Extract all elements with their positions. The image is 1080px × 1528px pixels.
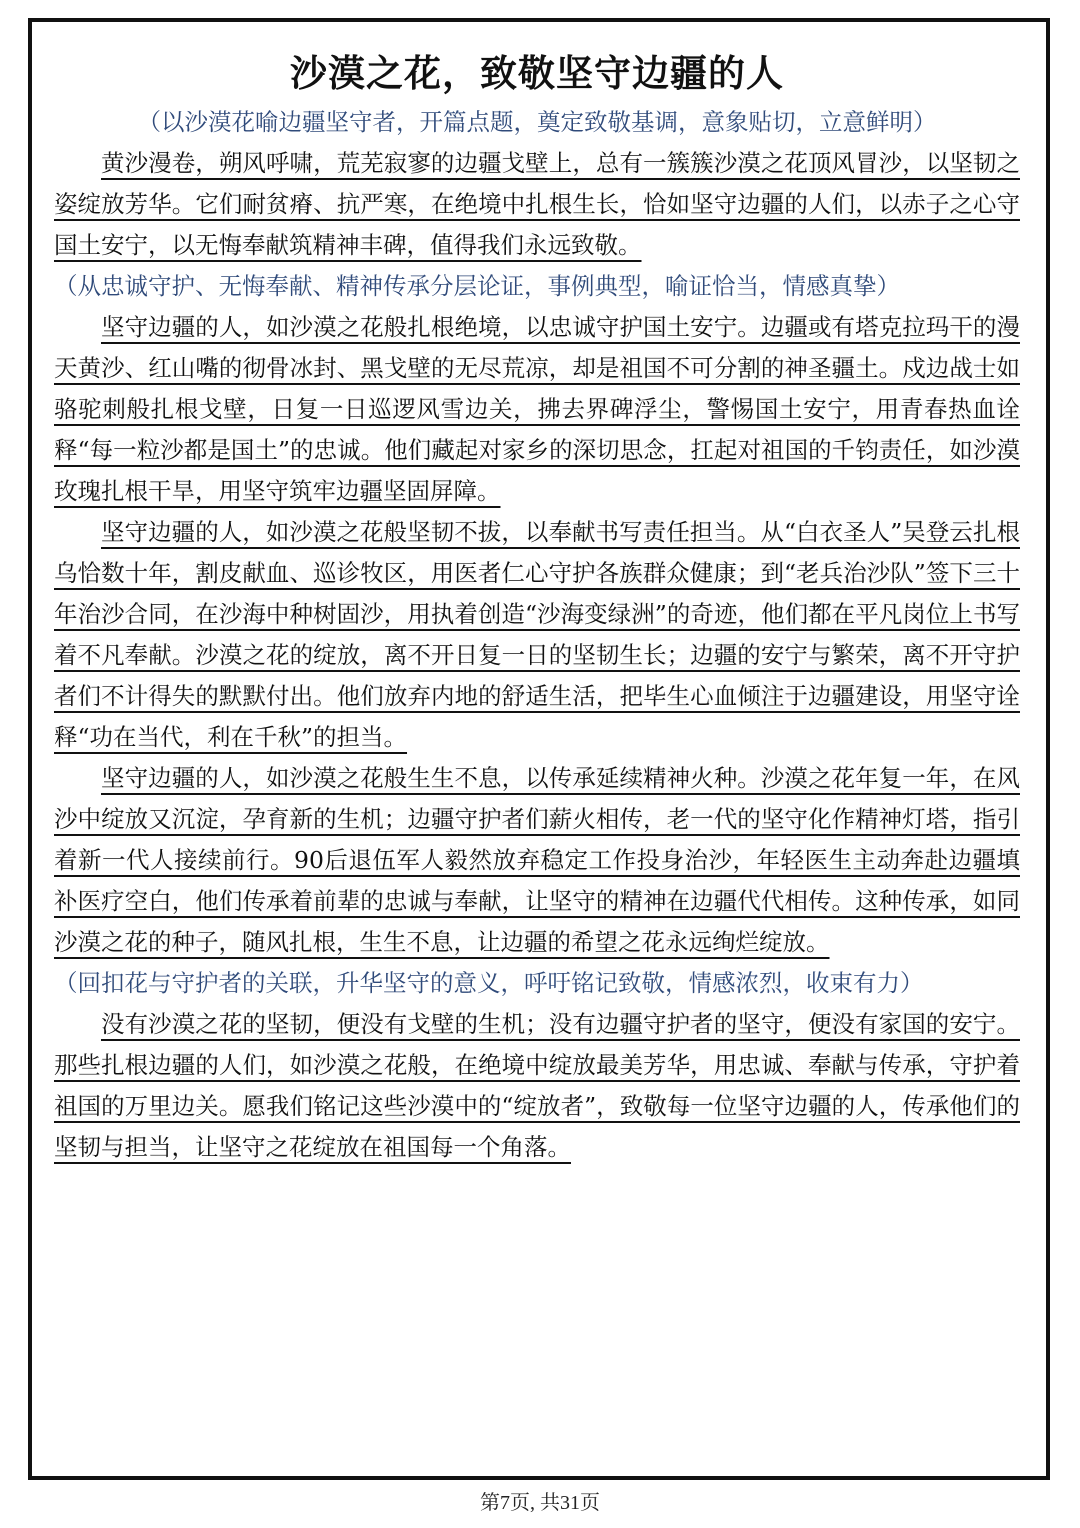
essay-body: [54, 50, 1020, 1168]
paragraph-intro: [54, 143, 1020, 266]
paragraph-text: 没有沙漠之花的坚韧，便没有戈壁的生机；没有边疆守护者的坚守，便没有家国的安宁。那些扎根边疆的人们，如沙漠之花般，在绝境中绽放最美芳华，用忠诚、奉献与传承，守护着祖国的万里边关。愿我们铭记这些沙漠中的“绽放者”，致敬每一位坚守边疆的人，传承他们的坚韧与担当，让坚守之花绽放在祖国每一个角落。: [54, 1010, 1020, 1161]
page-number: 第7页, 共31页: [480, 1492, 600, 1514]
paragraph-text: 黄沙漫卷，朔风呼啸，荒芜寂寥的边疆戈壁上，总有一簇簇沙漠之花顶风冒沙，以坚韧之姿绽放芳华。它们耐贫瘠、抗严寒，在绝境中扎根生长，恰如坚守边疆的人们，以赤子之心守国土安宁，以无悔奉献筑精神丰碑，值得我们永远致敬。: [54, 149, 1020, 259]
paragraph-loyalty: [54, 307, 1020, 512]
paragraph-text: 坚守边疆的人，如沙漠之花般坚韧不拔，以奉献书写责任担当。从“白衣圣人”吴登云扎根乌恰数十年，割皮献血、巡诊牧区，用医者仁心守护各族群众健康；到“老兵治沙队”签下三十年治沙合同，在沙海中种树固沙，用执着创造“沙海变绿洲”的奇迹，他们都在平凡岗位上书写着不凡奉献。沙漠之花的绽放，离不开日复一日的坚韧生长；边疆的安宁与繁荣，离不开守护者们不计得失的默默付出。他们放弃内地的舒适生活，把毕生心血倾注于边疆建设，用坚守诠释“功在当代，利在千秋”的担当。: [54, 518, 1020, 751]
section-comment-conclusion: （回扣花与守护者的关联，升华坚守的意义，呼吁铭记致敬，情感浓烈，收束有力）: [54, 969, 924, 997]
paragraph-inheritance: [54, 758, 1020, 963]
essay-title: 沙漠之花，致敬坚守边疆的人: [290, 52, 784, 95]
page-frame: [28, 18, 1050, 1480]
paragraph-conclusion: [54, 1004, 1020, 1168]
paragraph-dedication: [54, 512, 1020, 758]
paragraph-text: 坚守边疆的人，如沙漠之花般生生不息，以传承延续精神火种。沙漠之花年复一年，在风沙中绽放又沉淀，孕育新的生机；边疆守护者们薪火相传，老一代的坚守化作精神灯塔，指引着新一代人接续前行。90后退伍军人毅然放弃稳定工作投身治沙，年轻医生主动奔赴边疆填补医疗空白，他们传承着前辈的忠诚与奉献，让坚守的精神在边疆代代相传。这种传承，如同沙漠之花的种子，随风扎根，生生不息，让边疆的希望之花永远绚烂绽放。: [54, 764, 1020, 956]
section-comment-body: （从忠诚守护、无悔奉献、精神传承分层论证，事例典型，喻证恰当，情感真挚）: [54, 272, 900, 300]
section-comment-intro: （以沙漠花喻边疆坚守者，开篇点题，奠定致敬基调，意象贴切，立意鲜明）: [137, 108, 937, 136]
paragraph-text: 坚守边疆的人，如沙漠之花般扎根绝境，以忠诚守护国土安宁。边疆或有塔克拉玛干的漫天黄沙、红山嘴的彻骨冰封、黑戈壁的无尽荒凉，却是祖国不可分割的神圣疆土。戍边战士如骆驼刺般扎根戈壁，日复一日巡逻风雪边关，拂去界碑浮尘，警惕国土安宁，用青春热血诠释“每一粒沙都是国土”的忠诚。他们藏起对家乡的深切思念，扛起对祖国的千钧责任，如沙漠玫瑰扎根干旱，用坚守筑牢边疆坚固屏障。: [54, 313, 1020, 505]
